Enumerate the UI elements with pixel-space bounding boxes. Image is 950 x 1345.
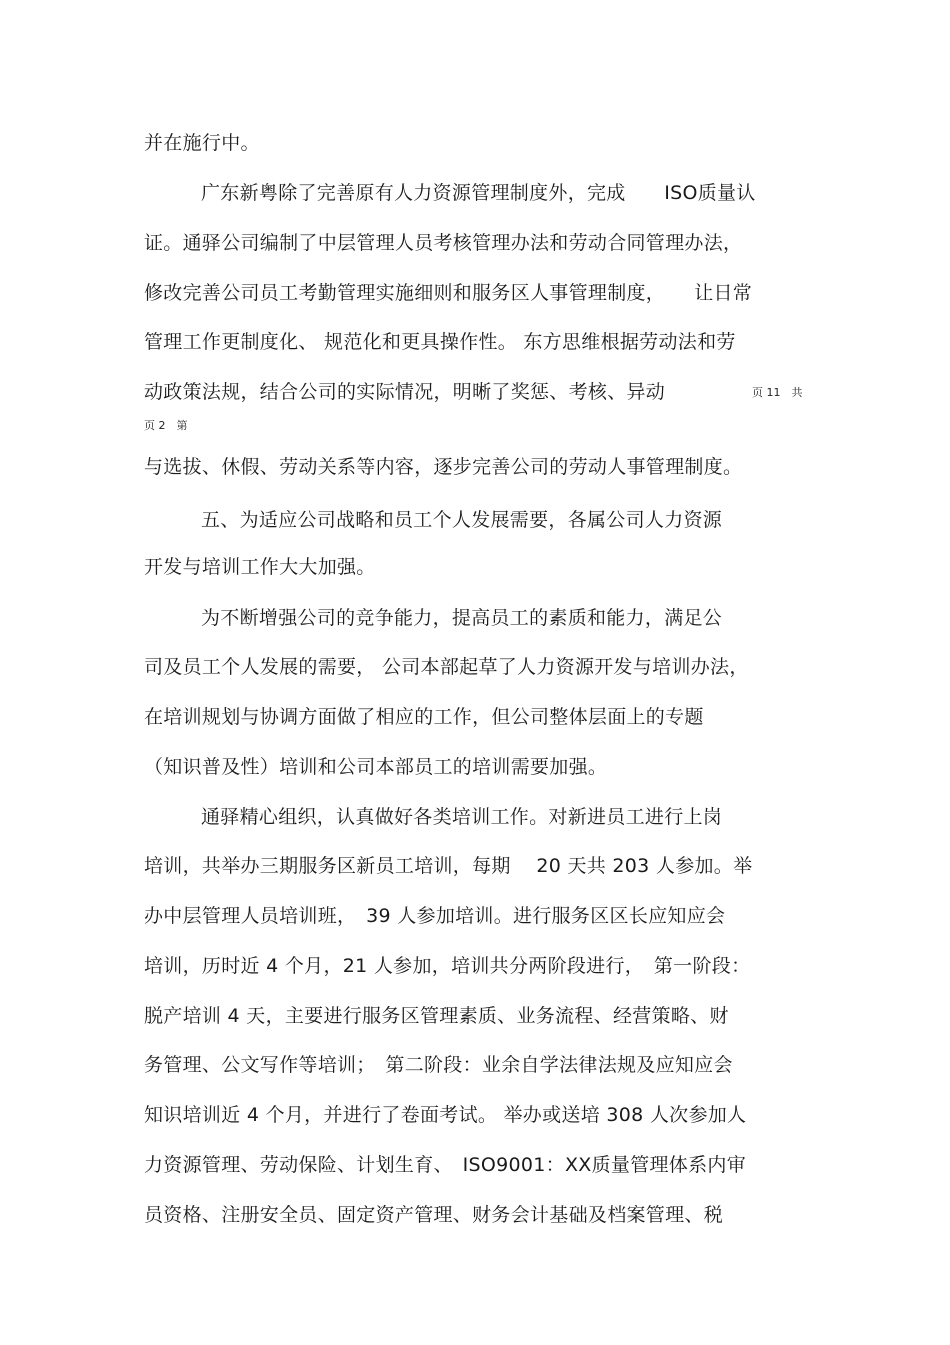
text-line: 培训，共举办三期服务区新员工培训，每期 20 天共 203 人参加。举	[144, 855, 753, 877]
text-line: （知识普及性）培训和公司本部员工的培训需要加强。	[144, 756, 608, 778]
text-line: 培训，历时近 4 个月，21 人参加，培训共分两阶段进行， 第一阶段：	[144, 955, 751, 977]
text-line: 司及员工个人发展的需要， 公司本部起草了人力资源开发与培训办法，	[144, 656, 749, 678]
page-footer-right: 页 11 共	[752, 386, 803, 399]
paragraph-start-line: 通驿精心组织，认真做好各类培训工作。对新进员工进行上岗	[201, 806, 723, 828]
text-line: 管理工作更制度化、 规范化和更具操作性。 东方思维根据劳动法和劳	[144, 331, 736, 353]
text-line: 开发与培训工作大大加强。	[144, 556, 376, 578]
text-line: 与选拔、休假、劳动关系等内容，逐步完善公司的劳动人事管理制度。	[144, 456, 743, 478]
text-line: 知识培训近 4 个月，并进行了卷面考试。 举办或送培 308 人次参加人	[144, 1104, 747, 1126]
text-line: 并在施行中。	[144, 132, 260, 154]
paragraph-start-line: 五、为适应公司战略和员工个人发展需要，各属公司人力资源	[201, 509, 723, 531]
text-line: 在培训规划与协调方面做了相应的工作，但公司整体层面上的专题	[144, 706, 704, 728]
paragraph-start-line: 广东新粤除了完善原有人力资源管理制度外，完成 ISO质量认	[201, 182, 756, 204]
text-line: 力资源管理、劳动保险、计划生育、 ISO9001：XX质量管理体系内审	[144, 1154, 747, 1176]
text-line: 修改完善公司员工考勤管理实施细则和服务区人事管理制度， 让日常	[144, 282, 753, 304]
text-line: 动政策法规，结合公司的实际情况，明晰了奖惩、考核、异动	[144, 381, 666, 403]
text-line: 办中层管理人员培训班， 39 人参加培训。进行服务区区长应知应会	[144, 905, 726, 927]
paragraph-start-line: 为不断增强公司的竞争能力，提高员工的素质和能力，满足公	[201, 607, 723, 629]
text-line: 务管理、公文写作等培训； 第二阶段：业余自学法律法规及应知应会	[144, 1054, 733, 1076]
page-footer-left: 页 2 第	[144, 419, 188, 432]
text-line: 员资格、注册安全员、固定资产管理、财务会计基础及档案管理、税	[144, 1204, 724, 1226]
text-line: 证。通驿公司编制了中层管理人员考核管理办法和劳动合同管理办法，	[144, 232, 743, 254]
text-line: 脱产培训 4 天，主要进行服务区管理素质、业务流程、经营策略、财	[144, 1005, 729, 1027]
